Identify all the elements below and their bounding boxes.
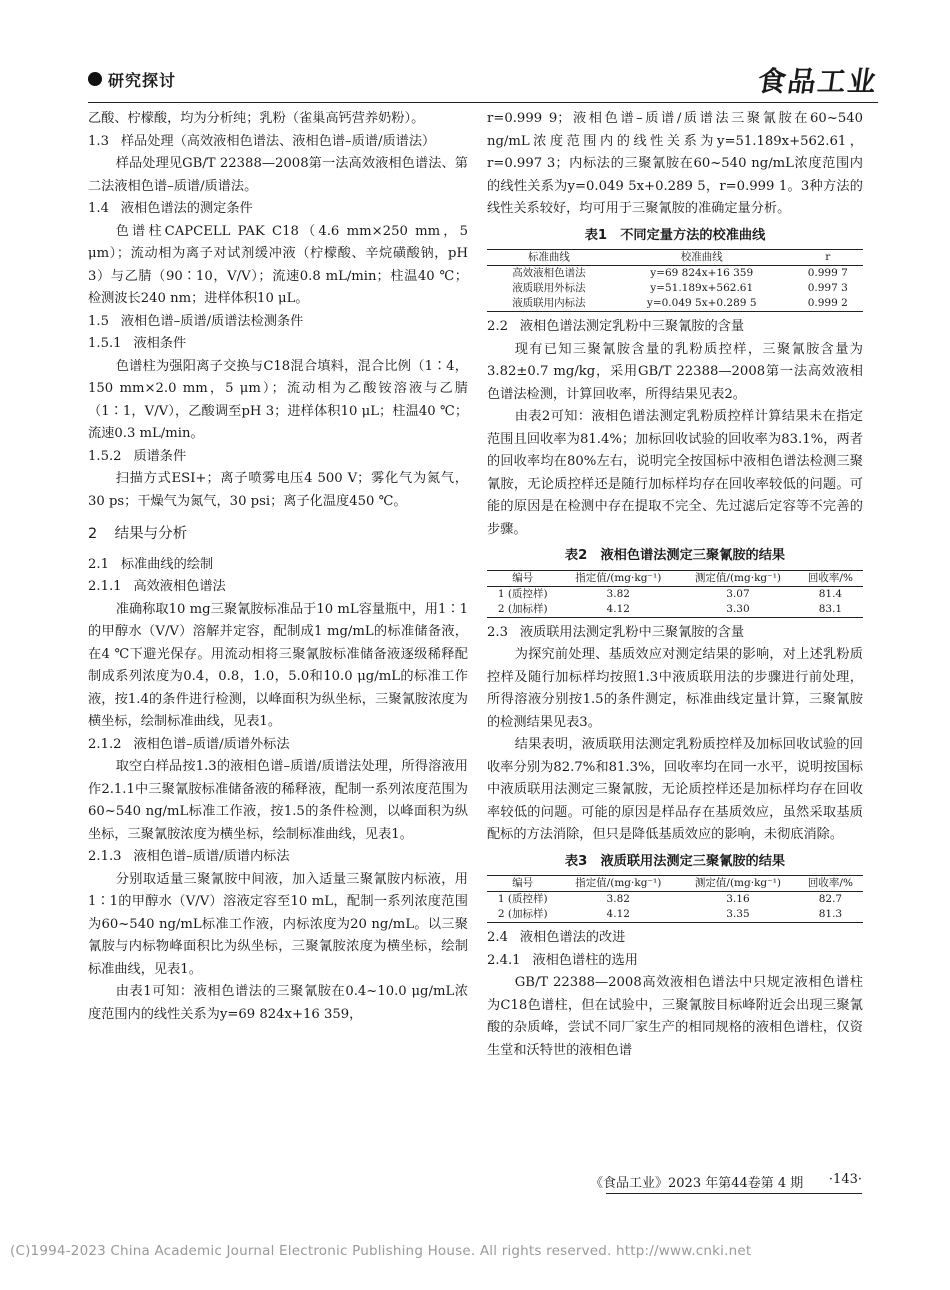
table-cell: 0.999 2 (807, 297, 848, 309)
paragraph: 乙酸、柠檬酸，均为分析纯；乳粉（雀巢高钙营养奶粉）。 (88, 111, 425, 126)
table-cell: 4.12 (606, 602, 630, 615)
section-heading: 2.2 液相色谱法测定乳粉中三聚氰胺的含量 (487, 319, 745, 334)
table-cell: 3.82 (606, 587, 630, 600)
table-cell: 高效液相色谱法 (512, 267, 586, 279)
table-header: 指定值/(mg·kg⁻¹) (575, 571, 662, 584)
section-heading: 2.4 液相色谱法的改进 (487, 930, 626, 945)
table-cell: 4.12 (606, 908, 630, 920)
section-heading: 1.4 液相色谱法的测定条件 (88, 201, 253, 216)
table-cell: 81.3 (818, 908, 843, 920)
table-caption: 表1 不同定量方法的校准曲线 (584, 227, 766, 243)
journal-citation: 《食品工业》2023 年第44卷第 4 期 (590, 1176, 804, 1191)
table-3 (487, 875, 863, 923)
table-row (487, 266, 863, 282)
page-number: ·143· (828, 1172, 862, 1187)
table-row (487, 602, 863, 618)
table-row (487, 907, 863, 923)
section-tag: 研究探讨 (108, 71, 177, 90)
left-column (88, 108, 468, 1026)
header-rule (88, 102, 878, 103)
table-cell: 2 (加标样) (497, 908, 548, 920)
paragraph: 结果表明，液质联用法测定乳粉质控样及加标回收试验的回收率分别为82.7%和81.3%，回收率均在同一水平，说明按国标中液质联用法测定三聚氰胺，无论质控样还是加标样均存在回收率较低的问题。可能的原因是样品存在基质效应，虽然采取基质配标的方法消除，但只是降低基质效应的影响，未彻底消除。 (487, 737, 863, 842)
right-column (487, 108, 863, 1062)
table-header: 编号 (512, 571, 534, 584)
table-header: 校准曲线 (680, 251, 723, 263)
paragraph: 由表1可知：液相色谱法的三聚氰胺在0.4~10.0 μg/mL浓度范围内的线性关系为y=69 824x+16 359， (88, 984, 468, 1022)
table-header: 回收率/% (807, 571, 853, 584)
table-row (487, 586, 863, 602)
paragraph: 取空白样品按1.3的液相色谱–质谱/质谱法处理，所得溶液用作2.1.1中三聚氰胺标准储备液的稀释液，配制一系列浓度范围为60~540 ng/mL标准工作液，按1.5的条件检测，以峰面积为纵坐标，三聚氰胺浓度为横坐标，绘制标准曲线，见表1。 (88, 759, 468, 842)
paragraph: 扫描方式ESI+；离子喷雾电压4 500 V；雾化气为氮气，30 ps；干燥气为氮气，30 psi；离子化温度450 ℃。 (88, 471, 468, 509)
table-cell: 82.7 (818, 893, 843, 905)
table-cell: 1 (质控样) (497, 893, 548, 905)
table-cell: 3.16 (726, 893, 750, 905)
paragraph: r=0.999 9；液相色谱–质谱/质谱法三聚氰胺在60~540 ng/mL浓度范围内的线性关系为y=51.189x+562.61，r=0.997 3；内标法的三聚氰胺在60~540 ng/mL浓度范围内的线性关系为y=0.049 5x+0.289 5，r=0.999 1。3种方法的线性关系较好，均可用于三聚氰胺的准确定量分析。 (487, 111, 863, 216)
table-row (487, 296, 863, 312)
paragraph: 现有已知三聚氰胺含量的乳粉质控样，三聚氰胺含量为3.82±0.7 mg/kg，采用GB/T 22388—2008第一法高效液相色谱法检测，计算回收率，所得结果见表2。 (487, 341, 863, 402)
table-cell: 81.4 (818, 587, 843, 600)
table-row (487, 281, 863, 296)
table-header: 标准曲线 (527, 251, 570, 263)
table-cell: y=51.189x+562.61 (650, 282, 754, 294)
table-caption: 表2 液相色谱法测定三聚氰胺的结果 (564, 548, 786, 563)
table-1 (487, 249, 863, 312)
journal-logo: 食品工业 (755, 65, 881, 98)
table-header: 指定值/(mg·kg⁻¹) (575, 877, 662, 889)
section-heading: 2.3 液质联用法测定乳粉中三聚氰胺的含量 (487, 624, 745, 640)
table-header: r (825, 251, 831, 263)
table-header: 回收率/% (807, 877, 853, 889)
paragraph: 分别取适量三聚氰胺中间液，加入适量三聚氰胺内标液，用1∶1的甲醇水（V/V）溶液定容至10 mL，配制一系列浓度范围为60~540 ng/mL标准工作液，内标浓度为20 ng/mL。以三聚氰胺与内标物峰面积比为纵坐标，三聚氰胺浓度为横坐标，绘制标准曲线，见表1。 (88, 871, 468, 977)
bullet-icon (88, 72, 102, 86)
section-heading: 1.3 样品处理（高效液相色谱法、液相色谱–质谱/质谱法） (88, 133, 436, 149)
section-heading: 2.1.2 液相色谱–质谱/质谱外标法 (88, 736, 290, 752)
table-cell: 3.35 (726, 908, 750, 920)
table-2 (487, 570, 863, 618)
table-caption: 表3 液质联用法测定三聚氰胺的结果 (564, 853, 786, 869)
table-cell: 3.07 (726, 587, 750, 600)
table-cell: 2 (加标样) (497, 602, 548, 615)
table-cell: 3.82 (606, 893, 630, 905)
footer-rule (606, 1193, 862, 1194)
table-cell: 83.1 (818, 602, 843, 615)
table-header: 测定值/(mg·kg⁻¹) (694, 877, 782, 889)
paragraph: 样品处理见GB/T 22388—2008第一法高效液相色谱法、第二法液相色谱–质谱/质谱法。 (88, 156, 468, 194)
section-heading: 2.4.1 液相色谱柱的选用 (487, 952, 638, 968)
page-header (88, 60, 881, 100)
table-header: 编号 (512, 877, 534, 889)
table-cell: 1 (质控样) (497, 587, 548, 600)
table-cell: 3.30 (726, 602, 750, 615)
table-row (487, 892, 863, 908)
section-heading: 2.1 标准曲线的绘制 (88, 556, 214, 572)
table-cell: 液质联用内标法 (512, 297, 586, 309)
section-heading: 1.5 液相色谱–质谱/质谱法检测条件 (88, 313, 304, 329)
paragraph: 色谱柱CAPCELL PAK C18（4.6 mm×250 mm，5 μm）；流动相为离子对试剂缓冲液（柠檬酸、辛烷磺酸钠，pH 3）与乙腈（90∶10，V/V）；流速0.8 mL/min；柱温40 ℃；检测波长240 nm；进样体积10 μL。 (88, 223, 468, 306)
table-cell: y=0.049 5x+0.289 5 (646, 297, 757, 309)
table-cell: 液质联用外标法 (512, 282, 586, 294)
paragraph: 色谱柱为强阳离子交换与C18混合填料，混合比例（1∶4，150 mm×2.0 mm，5 μm）；流动相为乙酸铵溶液与乙腈（1∶1，V/V），乙酸调至pH 3；进样体积10 μL；柱温40 ℃；流速0.3 mL/min。 (88, 358, 468, 441)
section-heading: 1.5.1 液相条件 (88, 336, 187, 351)
chapter-heading: 2 结果与分析 (88, 526, 188, 542)
section-heading: 1.5.2 质谱条件 (88, 448, 187, 464)
table-cell: 0.999 7 (807, 267, 848, 279)
paragraph: GB/T 22388—2008高效液相色谱法中只规定液相色谱柱为C18色谱柱，但在试验中，三聚氰胺目标峰附近会出现三聚氰酸的杂质峰，尝试不同厂家生产的相同规格的液相色谱柱，仅资生堂和沃特世的液相色谱 (487, 975, 863, 1058)
section-heading: 2.1.1 高效液相色谱法 (88, 579, 226, 594)
table-header: 测定值/(mg·kg⁻¹) (694, 571, 782, 584)
table-cell: y=69 824x+16 359 (650, 267, 754, 279)
table-cell: 0.997 3 (807, 282, 848, 294)
copyright-watermark: (C)1994-2023 China Academic Journal Electronic Publishing House. All rights reserved. http://www.cnki.net (10, 1243, 752, 1259)
paragraph: 由表2可知：液相色谱法测定乳粉质控样计算结果未在指定范围且回收率为81.4%；加标回收试验的回收率为83.1%，两者的回收率均在80%左右，说明完全按国标中液相色谱法检测三聚氰胺，无论质控样还是随行加标样均存在回收率较低的问题。可能的原因是在检测中存在提取不完全、先过滤后定容等不完善的步骤。 (487, 409, 863, 537)
section-heading: 2.1.3 液相色谱–质谱/质谱内标法 (88, 849, 290, 864)
paragraph: 准确称取10 mg三聚氰胺标准品于10 mL容量瓶中，用1∶1的甲醇水（V/V）溶解并定容，配制成1 mg/mL的标准储备液，在4 ℃下避光保存。用流动相将三聚氰胺标准储备液逐级稀释配制成系列浓度为0.4，0.8，1.0，5.0和10.0 μg/mL的标准工作液，按1.4的条件进行检测，以峰面积为纵坐标，三聚氰胺浓度为横坐标，绘制标准曲线，见表1。 (88, 601, 468, 729)
paragraph: 为探究前处理、基质效应对测定结果的影响，对上述乳粉质控样及随行加标样均按照1.3中液质联用法的步骤进行前处理，所得溶液分别按1.5的条件测定，标准曲线定量计算，三聚氰胺的检测结果见表3。 (487, 647, 863, 730)
